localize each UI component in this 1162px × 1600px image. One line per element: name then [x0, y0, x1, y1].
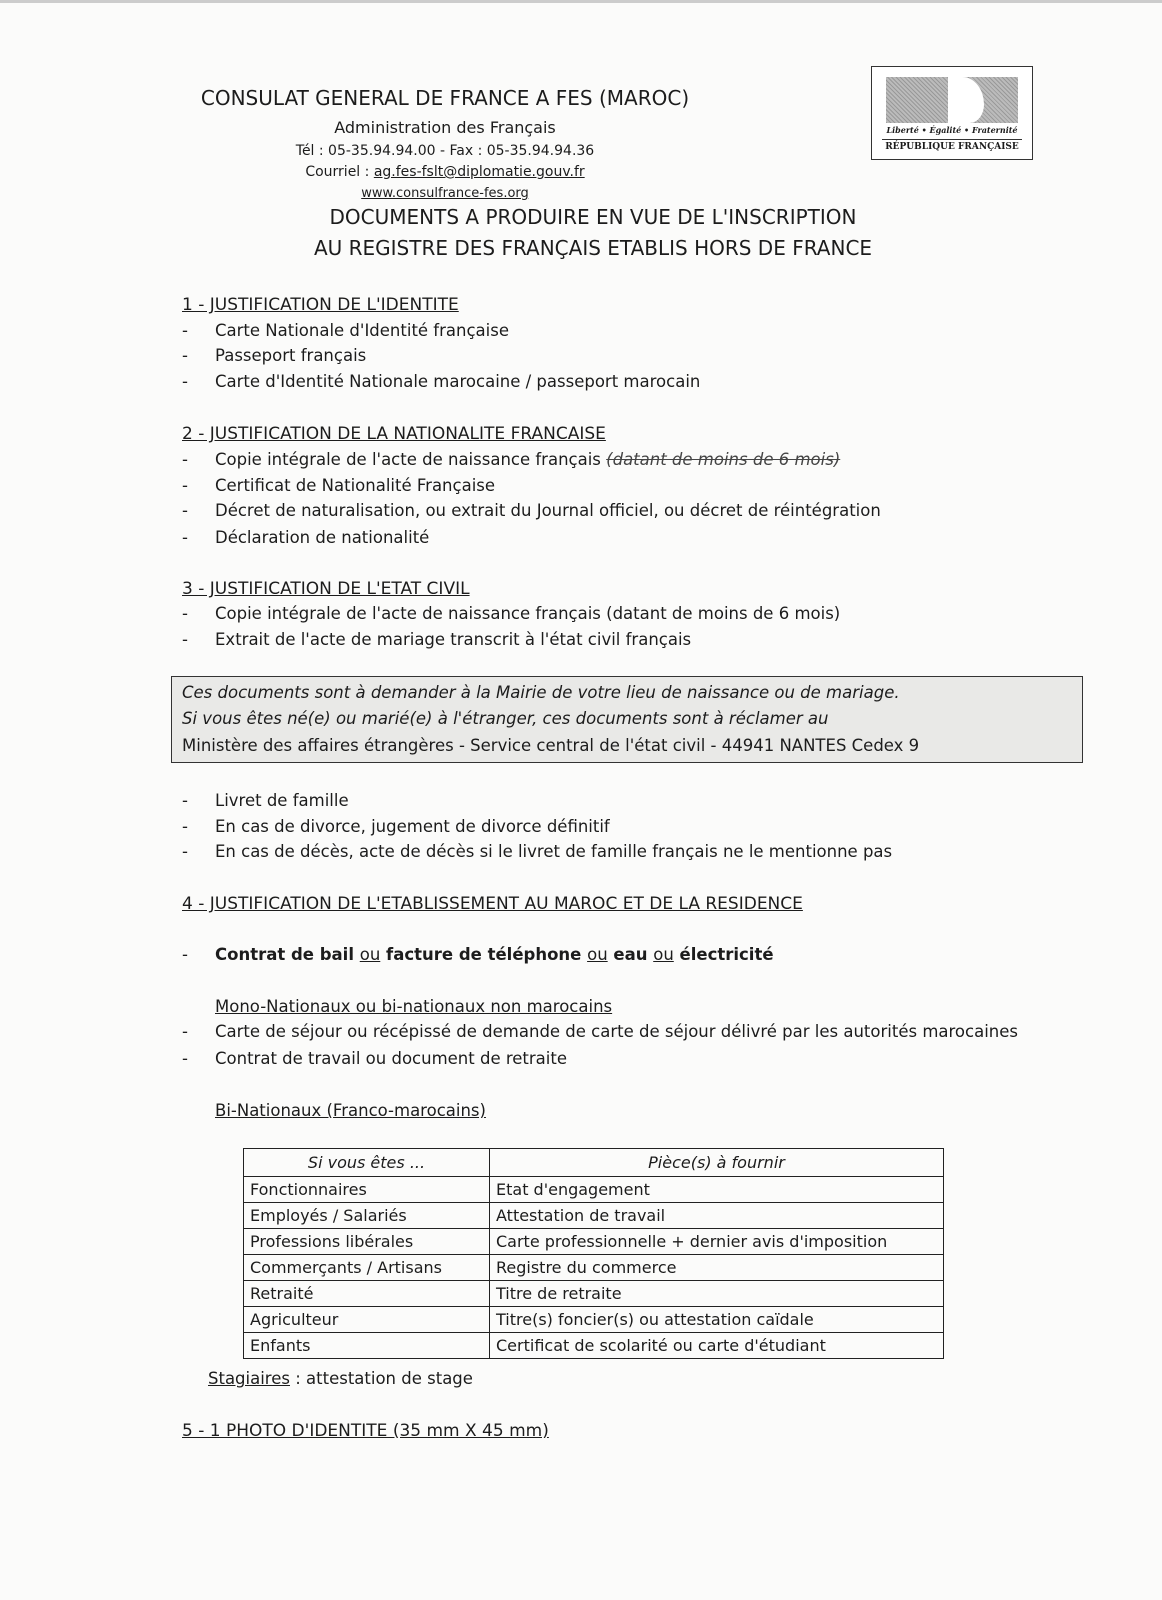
table-row: Commerçants / Artisans Registre du commerce — [244, 1255, 944, 1281]
doc-title-line1: DOCUMENTS A PRODUIRE EN VUE DE L'INSCRIPTION — [329, 205, 857, 229]
list-item: - Copie intégrale de l'acte de naissance français (datant de moins de 6 mois) — [182, 450, 841, 469]
doc-title-line2: AU REGISTRE DES FRANÇAIS ETABLIS HORS DE FRANCE — [313, 236, 873, 260]
table-row: Enfants Certificat de scolarité ou carte d'étudiant — [244, 1333, 944, 1359]
residence-proof: - Contrat de bail ou facture de téléphone ou eau ou électricité — [182, 945, 774, 964]
email-link[interactable]: ag.fes-fslt@diplomatie.gouv.fr — [373, 164, 585, 180]
notice-box — [171, 676, 1083, 763]
list-item: - En cas de divorce, jugement de divorce définitif — [182, 817, 610, 836]
phone-fax: Tél : 05-35.94.94.00 - Fax : 05-35.94.94.36 — [295, 143, 595, 159]
table-row: Professions libérales Carte professionnelle + dernier avis d'imposition — [244, 1229, 944, 1255]
email-line — [0, 164, 890, 180]
section-5-heading: 5 - 1 PHOTO D'IDENTITE (35 mm X 45 mm) — [182, 1421, 549, 1441]
list-item: - Contrat de travail ou document de retraite — [182, 1049, 567, 1068]
list-item: - Déclaration de nationalité — [182, 528, 430, 547]
list-item: - Décret de naturalisation, ou extrait du Journal officiel, ou décret de réintégration — [182, 501, 881, 520]
list-item: - Livret de famille — [182, 791, 349, 810]
table-row: Fonctionnaires Etat d'engagement — [244, 1177, 944, 1203]
website-link[interactable]: www.consulfrance-fes.org — [361, 186, 529, 201]
list-item: - Carte Nationale d'Identité française — [182, 321, 509, 340]
department: Administration des Français — [334, 118, 556, 137]
table-header-row — [244, 1149, 944, 1177]
section-4-heading: 4 - JUSTIFICATION DE L'ETABLISSEMENT AU MAROC ET DE LA RESIDENCE — [182, 894, 803, 914]
column-header: Pièce(s) à fournir — [490, 1149, 944, 1177]
list-item: - En cas de décès, acte de décès si le livret de famille français ne le mentionne pas — [182, 842, 893, 861]
list-item: - Carte de séjour ou récépissé de demande de carte de séjour délivré par les autorités marocaines — [182, 1022, 1018, 1041]
list-item: - Copie intégrale de l'acte de naissance français (datant de moins de 6 mois) — [182, 604, 841, 623]
table-row: Retraité Titre de retraite — [244, 1281, 944, 1307]
marianne-icon — [886, 77, 1018, 123]
notice-line3: Ministère des affaires étrangères - Service central de l'état civil - 44941 NANTES Cedex 9 — [182, 736, 920, 755]
logo-republic: RÉPUBLIQUE FRANÇAISE — [882, 139, 1022, 152]
notice-line2: Si vous êtes né(e) ou marié(e) à l'étranger, ces documents sont à réclamer au — [182, 709, 829, 728]
stagiaires-note: Stagiaires : attestation de stage — [208, 1369, 473, 1388]
mono-heading: Mono-Nationaux ou bi-nationaux non marocains — [215, 997, 613, 1016]
section-2-heading: 2 - JUSTIFICATION DE LA NATIONALITE FRANCAISE — [182, 424, 606, 444]
logo-motto: Liberté • Égalité • Fraternité — [886, 125, 1018, 135]
notice-line1: Ces documents sont à demander à la Mairie de votre lieu de naissance ou de mariage. — [182, 683, 900, 702]
section-1-heading: 1 - JUSTIFICATION DE L'IDENTITE — [182, 295, 459, 315]
email-label: Courriel : — [305, 164, 374, 180]
bi-nationaux-table — [243, 1148, 944, 1359]
list-item: - Certificat de Nationalité Française — [182, 476, 496, 495]
column-header: Si vous êtes ... — [244, 1149, 490, 1177]
org-name: CONSULAT GENERAL DE FRANCE A FES (MAROC) — [200, 86, 690, 110]
table-row: Employés / Salariés Attestation de travail — [244, 1203, 944, 1229]
list-item: - Extrait de l'acte de mariage transcrit à l'état civil français — [182, 630, 692, 649]
republique-logo — [871, 66, 1033, 160]
list-item: - Passeport français — [182, 346, 367, 365]
struck-text: (datant de moins de 6 mois) — [606, 450, 841, 469]
list-item: - Carte d'Identité Nationale marocaine / passeport marocain — [182, 372, 701, 391]
table-row: Agriculteur Titre(s) foncier(s) ou attestation caïdale — [244, 1307, 944, 1333]
section-3-heading: 3 - JUSTIFICATION DE L'ETAT CIVIL — [182, 579, 470, 599]
bi-heading: Bi-Nationaux (Franco-marocains) — [215, 1101, 486, 1120]
scan-edge — [0, 0, 1162, 3]
